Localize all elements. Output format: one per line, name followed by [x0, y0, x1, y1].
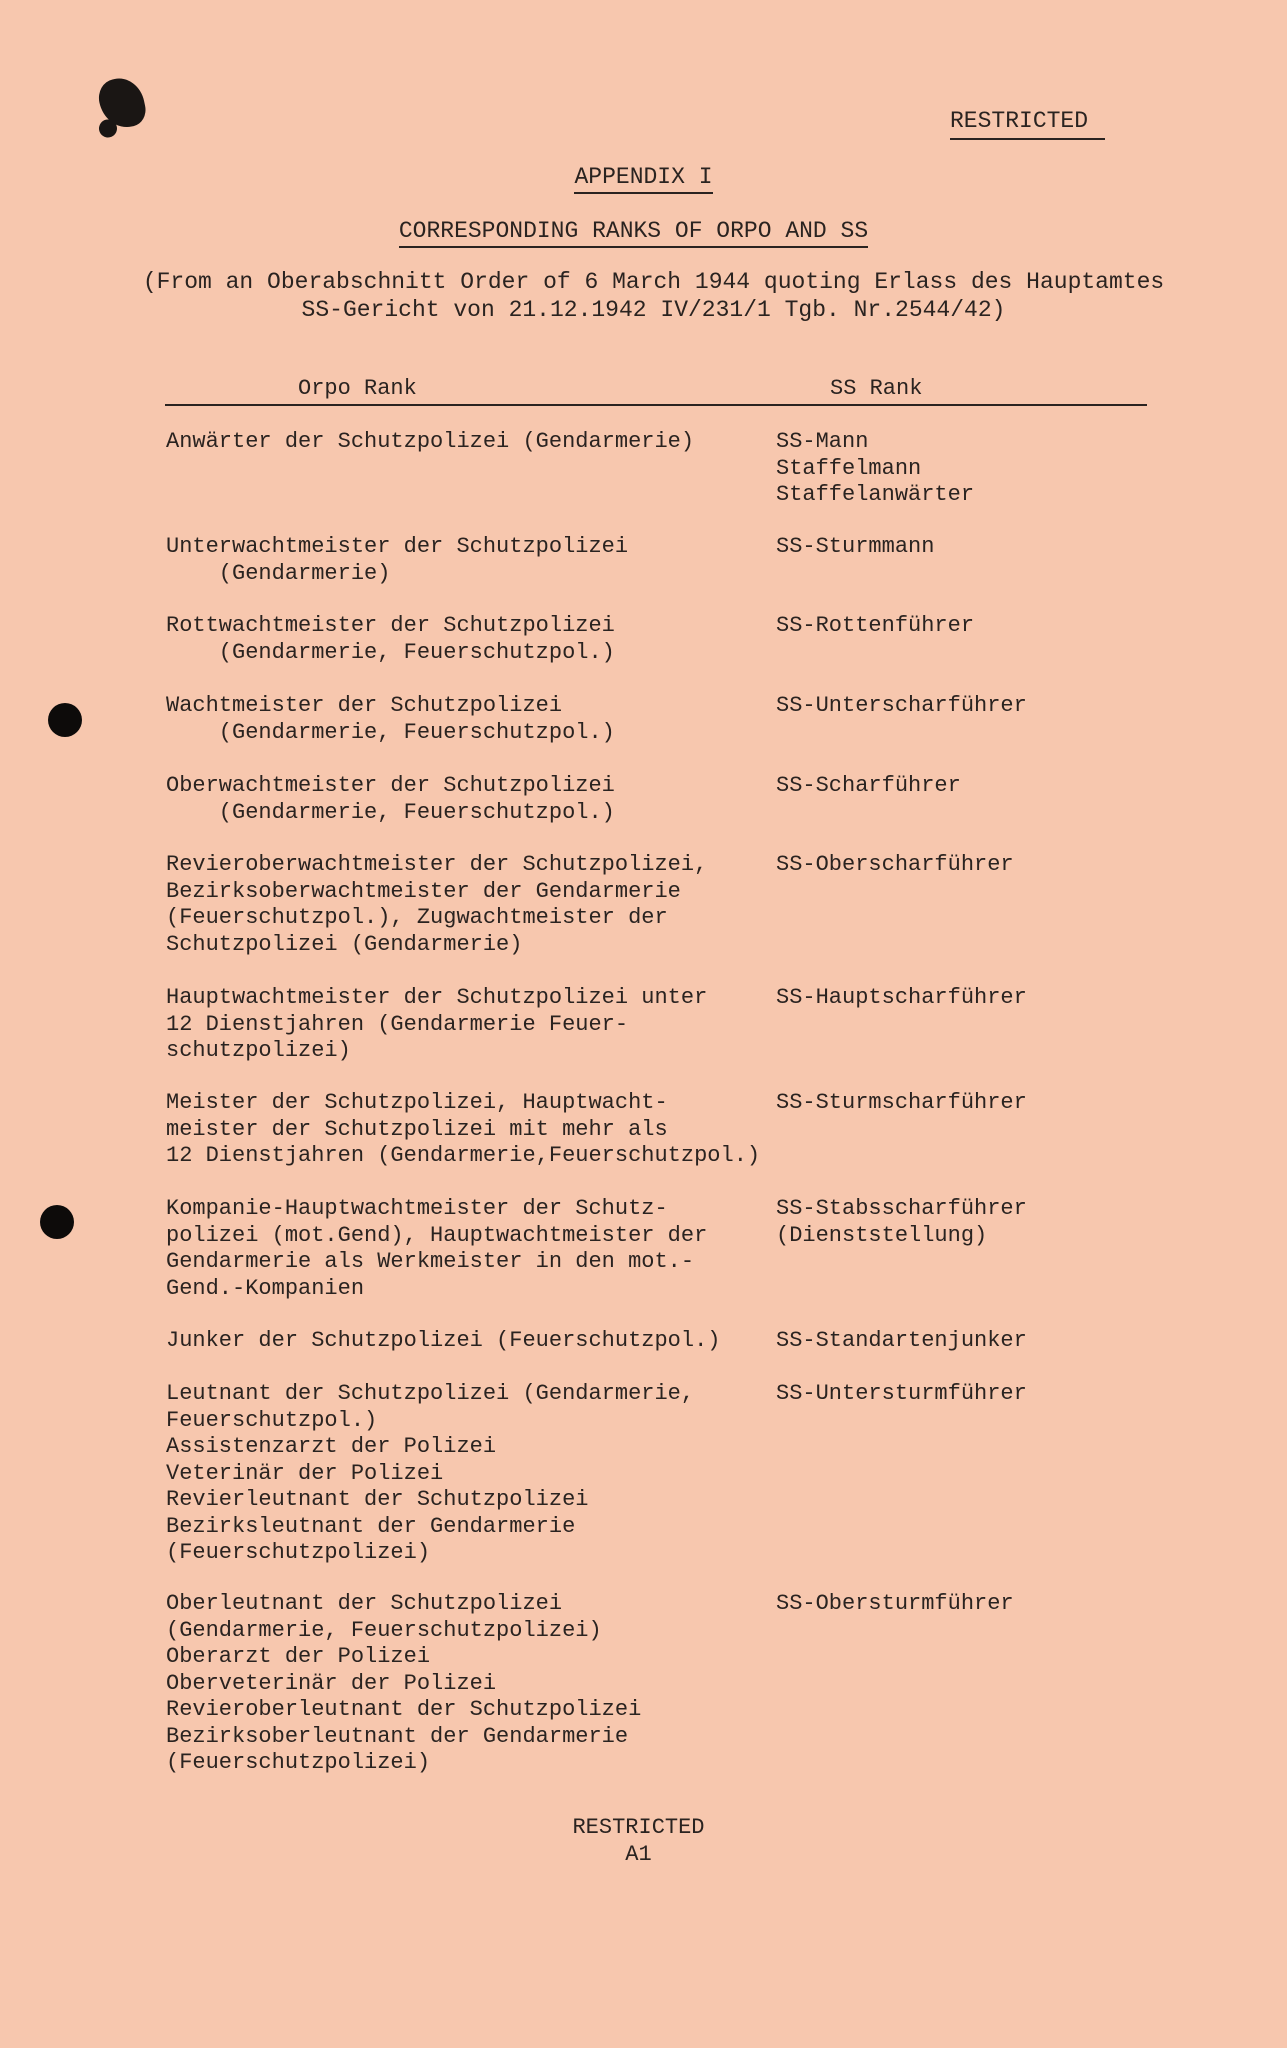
- ss-rank: SS-Untersturmführer: [776, 1381, 1027, 1406]
- ss-rank: SS-Scharführer: [776, 773, 961, 798]
- page-footer: [0, 1814, 1282, 1868]
- orpo-rank: Kompanie-Hauptwachtmeister der Schutz- polizei (mot.Gend), Hauptwachtmeister der Gendarmerie als Werkmeister in den mot.- Gend.-Kompanien: [166, 1196, 708, 1301]
- classification-top: RESTRICTED: [950, 108, 1105, 140]
- ss-rank: SS-Hauptscharführer: [776, 985, 1027, 1010]
- ss-rank: SS-Sturmscharführer: [776, 1090, 1027, 1115]
- orpo-rank: Rottwachtmeister der Schutzpolizei (Gendarmerie, Feuerschutzpol.): [166, 613, 615, 665]
- orpo-rank: Leutnant der Schutzpolizei (Gendarmerie, Feuerschutzpol.) Assistenzarzt der Polizei Veterinär der Polizei Revierleutnant der Schutzpolizei Bezirksleutnant der Gendarmerie (Feuerschutzpolizei): [166, 1381, 695, 1565]
- ss-rank: SS-Sturmmann: [776, 534, 935, 559]
- title-text: CORRESPONDING RANKS OF ORPO AND SS: [399, 218, 868, 248]
- document-title: [0, 218, 1277, 244]
- orpo-rank: Junker der Schutzpolizei (Feuerschutzpol.): [166, 1328, 721, 1353]
- header-rule: [165, 404, 1147, 406]
- orpo-rank: Hauptwachtmeister der Schutzpolizei unter 12 Dienstjahren (Gendarmerie Feuer- schutzpolizei): [166, 985, 708, 1063]
- classification-bottom: RESTRICTED: [572, 1815, 705, 1840]
- orpo-rank: Anwärter der Schutzpolizei (Gendarmerie): [166, 429, 695, 454]
- orpo-rank: Oberwachtmeister der Schutzpolizei (Gendarmerie, Feuerschutzpol.): [166, 773, 615, 825]
- ss-rank: SS-Standartenjunker: [776, 1328, 1027, 1353]
- appendix-heading: [0, 164, 1287, 190]
- orpo-rank: Oberleutnant der Schutzpolizei (Gendarmerie, Feuerschutzpolizei) Oberarzt der Polizei Oberveterinär der Polizei Revieroberleutnant der Schutzpolizei Bezirksoberleutnant der Gendarmerie (Feuerschutzpolizei): [166, 1591, 642, 1775]
- ss-rank: SS-Mann Staffelmann Staffelanwärter: [776, 429, 975, 507]
- orpo-rank: Meister der Schutzpolizei, Hauptwacht- meister der Schutzpolizei mit mehr als 12 Dienstjahren (Gendarmerie,Feuerschutzpol.): [166, 1090, 761, 1168]
- appendix-label: APPENDIX I: [574, 164, 712, 194]
- source-line-2: SS-Gericht von 21.12.1942 IV/231/1 Tgb. Nr.2544/42): [301, 297, 1006, 323]
- orpo-rank: Unterwachtmeister der Schutzpolizei (Gendarmerie): [166, 534, 629, 586]
- ink-blot: [95, 74, 148, 132]
- ss-rank: SS-Rottenführer: [776, 613, 975, 638]
- ss-rank: SS-Obersturmführer: [776, 1591, 1014, 1616]
- source-note: [10, 268, 1287, 324]
- column-header-ss: SS Rank: [830, 376, 923, 401]
- source-line-1: (From an Oberabschnitt Order of 6 March 1944 quoting Erlass des Hauptamtes: [142, 269, 1165, 295]
- ss-rank: SS-Stabsscharführer (Dienststellung): [776, 1196, 1027, 1248]
- page-number: A1: [625, 1842, 652, 1867]
- ss-rank: SS-Unterscharführer: [776, 693, 1027, 718]
- punch-hole-top: [48, 703, 82, 737]
- orpo-rank: Revieroberwachtmeister der Schutzpolizei, Bezirksoberwachtmeister der Gendarmerie (Feuerschutzpol.), Zugwachtmeister der Schutzpolizei (Gendarmerie): [166, 852, 708, 957]
- ss-rank: SS-Oberscharführer: [776, 852, 1014, 877]
- orpo-rank: Wachtmeister der Schutzpolizei (Gendarmerie, Feuerschutzpol.): [166, 693, 615, 745]
- punch-hole-bottom: [40, 1205, 74, 1239]
- column-header-orpo: Orpo Rank: [298, 376, 417, 401]
